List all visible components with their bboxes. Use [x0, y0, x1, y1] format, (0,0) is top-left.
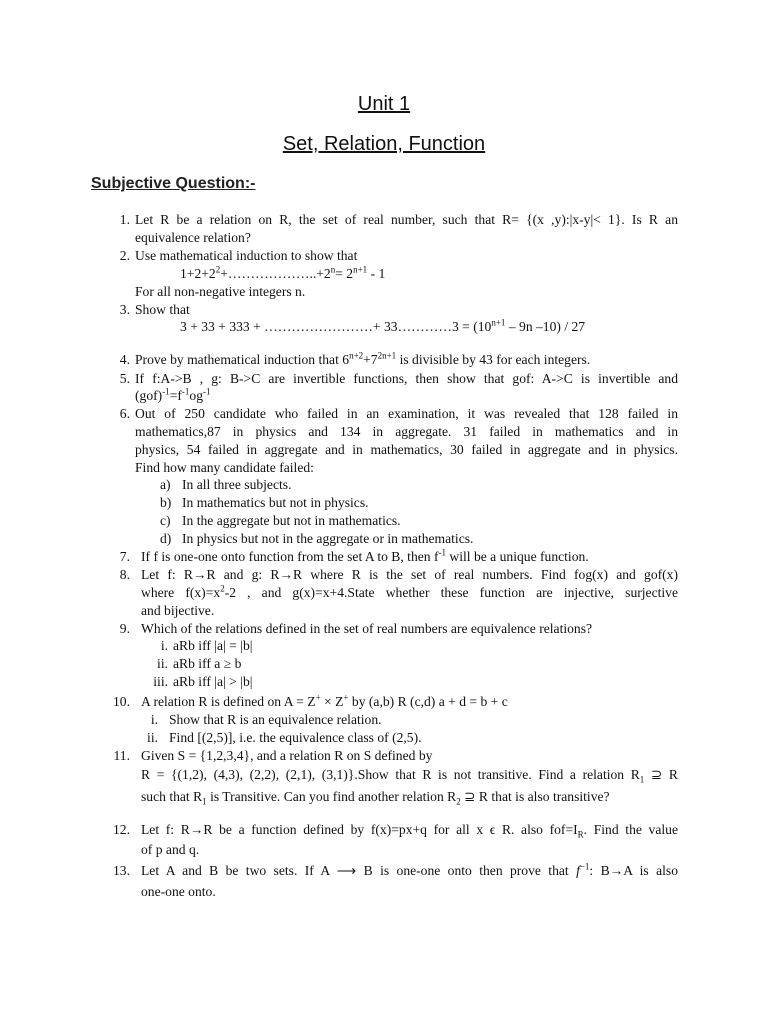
list-item-marker: b) [160, 495, 172, 510]
list-item-marker: i. [160, 638, 168, 653]
list-item: In mathematics but not in physics. [182, 495, 369, 510]
list-item-marker: ii. [147, 730, 158, 745]
question-text: $(gof)^{-1}=f^{-1}og^{-1}$ [135, 386, 211, 403]
question-number: 11. [113, 748, 130, 763]
question-text: of p and q. [141, 842, 200, 857]
question-number: 10. [113, 694, 130, 709]
question-text: If f is one-one onto function from the set A to B, then $f^{-1}$ will be a unique function. [141, 547, 589, 564]
question-text: one-one onto. [141, 884, 216, 899]
unit-title: Unit 1 [357, 93, 411, 115]
question-number: 5. [119, 371, 130, 386]
list-item: In physics but not in the aggregate or in mathematics. [182, 531, 474, 546]
question-text: Out of 250 candidate who failed in an examination, it was revealed that 128 failed in [135, 406, 678, 421]
list-item-marker: c) [160, 513, 171, 528]
question-text: such that $R_1$ is Transitive. Can you find another relation $R_2$ ⊇ R that is also transitive? [141, 789, 610, 807]
question-text: Given S = {1,2,3,4}, and a relation R on S defined by [141, 748, 433, 763]
list-item: Find [(2,5)], i.e. the equivalence class of (2,5). [169, 730, 422, 745]
list-item-marker: d) [160, 531, 172, 546]
question-number: 9. [119, 621, 130, 636]
question-text: Find how many candidate failed: [135, 460, 314, 475]
question-text: If f:A->B , g: B->C are invertible functions, then show that gof: A->C is invertible and [135, 371, 678, 386]
question-number: 4. [119, 352, 130, 367]
question-text: For all non-negative integers n. [135, 284, 306, 299]
question-text: Show that [135, 302, 190, 317]
question-text: A relation R is defined on A = Z+ × Z+ by (a,b) R (c,d) a + d = b + c [141, 692, 508, 709]
list-item: aRb iff |a| = |b| [173, 638, 253, 653]
question-text: mathematics,87 in physics and 134 in aggregate. 31 failed in mathematics and in [135, 424, 678, 439]
list-item-marker: iii. [153, 674, 168, 689]
question-number: 13. [113, 863, 130, 878]
list-item: In all three subjects. [182, 477, 292, 492]
question-number: 8. [119, 567, 130, 582]
list-item: aRb iff a ≥ b [173, 656, 242, 671]
question-number: 3. [119, 302, 130, 317]
question-text: where $f(x)=x^2-2$ , and g(x)=x+4.State whether these function are injective, surjective [141, 583, 678, 600]
formula: 3 + 33 + 333 + ……………………+ 33…………3 = ($10^{n+1} - 9n$ –10) / 27 [180, 317, 586, 334]
list-item: In the aggregate but not in mathematics. [182, 513, 401, 528]
question-text: physics, 54 failed in aggregate and in mathematics, 30 failed in aggregate and in physics. [135, 442, 678, 457]
list-item: Show that R is an equivalence relation. [169, 712, 382, 727]
list-item-marker: a) [160, 477, 171, 492]
question-number: 2. [119, 248, 130, 263]
question-number: 6. [119, 406, 130, 421]
question-text: equivalence relation? [135, 230, 251, 245]
list-item-marker: ii. [157, 656, 168, 671]
formula: $1+2+2^2+\dots\dots\dots\dots\dots\dots..+2^n= 2^{n+1} - 1$ [180, 264, 386, 281]
question-text: Let f: R→R be a function defined by f(x)=px+q for all x ϵ R. also $fof=I_R$. Find the value [141, 822, 678, 840]
question-text: Use mathematical induction to show that [135, 248, 358, 263]
question-text: Let A and B be two sets. If A ⟶ B is one-one onto then prove that $f^{-1}$: B→A is also [141, 861, 678, 878]
question-number: 1. [119, 212, 130, 227]
question-text: Which of the relations defined in the set of real numbers are equivalence relations? [141, 621, 593, 636]
question-text: Let R be a relation on R, the set of real number, such that R= {(x ,y):|x-y|< 1}. Is R an [135, 212, 678, 227]
question-text: and bijective. [141, 603, 215, 618]
question-number: 7. [119, 549, 130, 564]
question-text: R = {(1,2), (4,3), (2,2), (2,1), (3,1)}.Show that R is not transitive. Find a relation $R_1$ ⊇ R [141, 767, 678, 785]
question-text: Prove by mathematical induction that $6^{n+2}+7^{2n+1}$ is divisible by 43 for each integers. [135, 350, 591, 367]
question-number: 12. [113, 822, 130, 837]
topic-title: Set, Relation, Function [282, 133, 486, 155]
question-text: Let f: R→R and g: R→R where R is the set of real numbers. Find fog(x) and gof(x) [141, 567, 678, 582]
section-heading: Subjective Question:- [91, 175, 256, 192]
list-item-marker: i. [150, 712, 158, 727]
list-item: aRb iff |a| > |b| [173, 674, 253, 689]
